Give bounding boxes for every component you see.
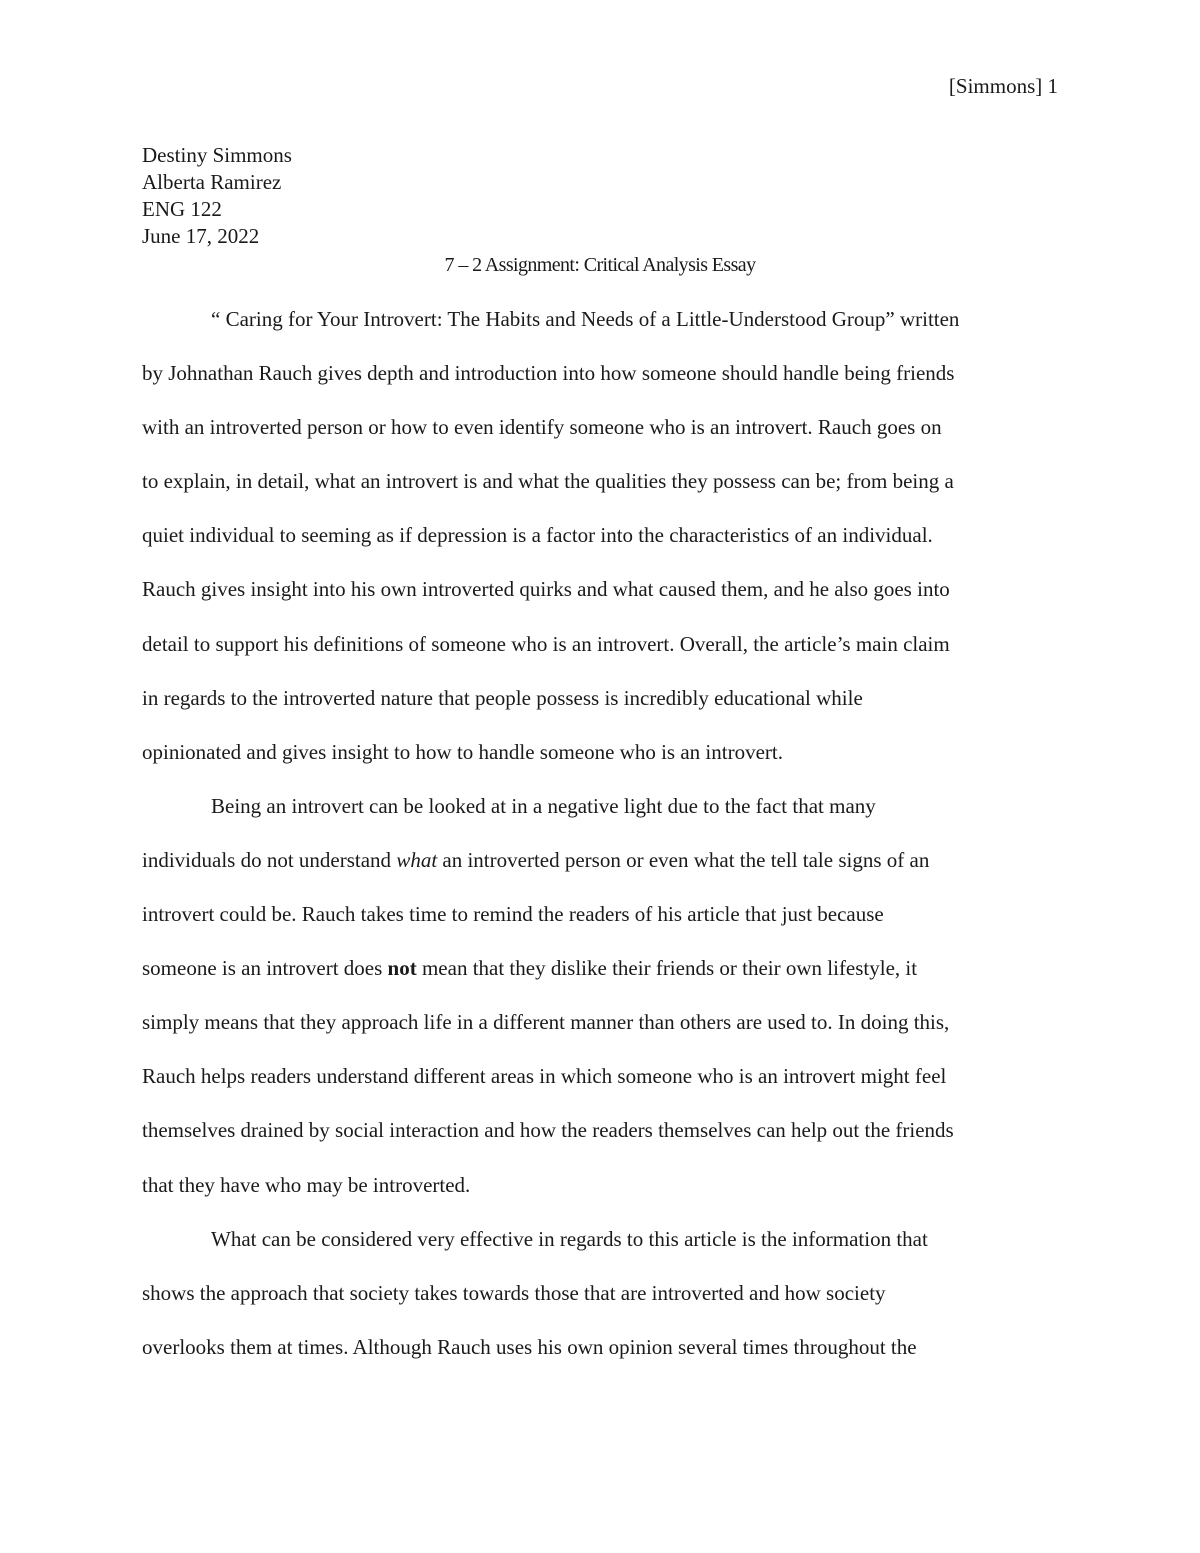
essay-title: 7 – 2 Assignment: Critical Analysis Essay <box>444 254 756 276</box>
body-line: with an introverted person or how to even identify someone who is an introvert. Rauch goes on <box>142 415 942 440</box>
essay-body <box>142 303 1058 1385</box>
body-line: “ Caring for Your Introvert: The Habits and Needs of a Little-Understood Group” written <box>211 307 960 331</box>
body-line: shows the approach that society takes towards those that are introverted and how society <box>142 1280 886 1305</box>
course-name: ENG 122 <box>142 197 222 221</box>
body-line: simply means that they approach life in a different manner than others are used to. In doing this, <box>142 1010 950 1035</box>
mla-heading <box>142 142 1058 250</box>
body-line: to explain, in detail, what an introvert is and what the qualities they possess can be; from being a <box>142 469 954 494</box>
emphasis-what: what <box>396 847 438 872</box>
body-line: by Johnathan Rauch gives depth and introduction into how someone should handle being friends <box>142 361 955 386</box>
body-line: overlooks them at times. Although Rauch uses his own opinion several times throughout the <box>142 1334 917 1359</box>
body-text-run: someone is an introvert does <box>142 956 388 981</box>
body-line: What can be considered very effective in regards to this article is the information that <box>211 1226 928 1251</box>
body-line: introvert could be. Rauch takes time to remind the readers of his article that just because <box>142 902 884 927</box>
body-line: Being an introvert can be looked at in a negative light due to the fact that many <box>211 793 876 818</box>
body-line: opinionated and gives insight to how to handle someone who is an introvert. <box>142 739 783 764</box>
instructor-name: Alberta Ramirez <box>142 170 282 194</box>
body-line: Rauch gives insight into his own introverted quirks and what caused them, and he also goes into <box>142 577 950 602</box>
student-name: Destiny Simmons <box>142 143 292 167</box>
body-text-run: mean that they dislike their friends or their own lifestyle, it <box>416 956 918 981</box>
body-line: quiet individual to seeming as if depression is a factor into the characteristics of an individual. <box>142 523 933 548</box>
body-line: that they have who may be introverted. <box>142 1172 471 1197</box>
body-text-run: an introverted person or even what the tell tale signs of an <box>437 847 930 872</box>
emphasis-not: not <box>387 956 417 981</box>
essay-date: June 17, 2022 <box>142 224 260 248</box>
body-text-run: individuals do not understand <box>142 847 397 872</box>
body-line <box>142 844 1058 898</box>
body-line: detail to support his definitions of someone who is an introvert. Overall, the article’s main claim <box>142 631 950 656</box>
body-line <box>142 952 1058 1006</box>
running-header: [Simmons] 1 <box>948 74 1058 98</box>
body-line: Rauch helps readers understand different areas in which someone who is an introvert might feel <box>142 1064 947 1089</box>
body-line: in regards to the introverted nature that people possess is incredibly educational while <box>142 685 863 710</box>
body-line: themselves drained by social interaction and how the readers themselves can help out the friends <box>142 1118 954 1143</box>
